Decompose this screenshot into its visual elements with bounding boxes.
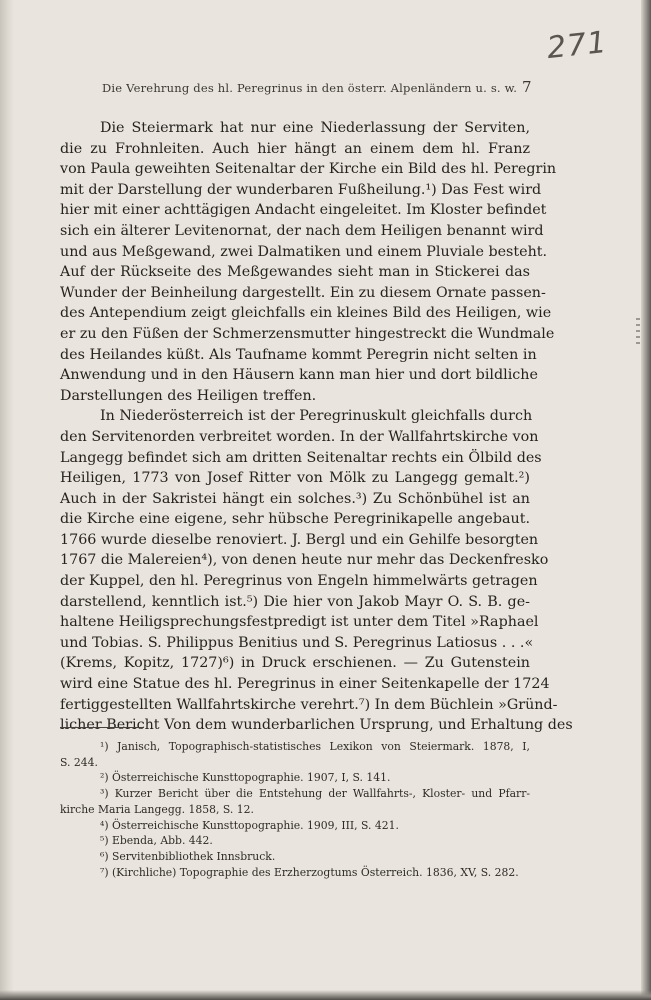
footnote-line: ⁶) Servitenbibliothek Innsbruck. [100,849,276,863]
footnote-line: ²) Österreichische Kunsttopographie. 1907, I, S. 141. [100,771,391,785]
page-number: 7 [522,78,532,96]
body-line: von Paula geweihten Seitenaltar der Kirche ein Bild des hl. Peregrin [60,161,557,178]
body-line: haltene Heiligsprechungsfestpredigt ist unter dem Titel »Raphael [60,614,539,631]
body-line: Langegg befindet sich am dritten Seitenaltar rechts ein Ölbild des [60,449,542,466]
margin-smudge [636,318,640,348]
body-line: In Niederösterreich ist der Peregrinuskult gleichfalls durch [100,408,533,425]
body-line: Heiligen, 1773 von Josef Ritter von Mölk zu Langegg gemalt.²) [60,470,530,487]
footnote-rule [60,727,144,728]
footnote-line: ³) Kurzer Bericht über die Entstehung der Wallfahrts-, Kloster- und Pfarr- [100,787,530,801]
body-line: darstellend, kenntlich ist.⁵) Die hier von Jakob Mayr O. S. B. ge- [60,593,530,610]
body-line: Auch in der Sakristei hängt ein solches.³) Zu Schönbühel ist an [60,490,530,507]
body-line: der Kuppel, den hl. Peregrinus von Engeln himmelwärts getragen [60,573,538,590]
body-line: und Tobias. S. Philippus Benitius und S. Peregrinus Latiosus . . .« [60,634,534,651]
footnotes [60,739,530,880]
footnote-line: ⁴) Österreichische Kunsttopographie. 1909, III, S. 421. [100,818,399,832]
body-line: des Heilandes küßt. Als Taufname kommt Peregrin nicht selten in [60,346,537,363]
body-line: Die Steiermark hat nur eine Niederlassung der Serviten, [100,120,530,136]
body-line: licher Bericht Von dem wunderbarlichen Ursprung, und Erhaltung des [60,717,573,734]
body-line: 1766 wurde dieselbe renoviert. J. Bergl und ein Gehilfe besorgten [60,531,539,548]
running-head: Die Verehrung des hl. Peregrinus in den österr. Alpenländern u. s. w. [102,81,518,95]
page-bottom-edge [0,990,651,1000]
handwritten-page-number: 271 [545,24,609,67]
body-line: Auf der Rückseite des Meßgewandes sieht man in Stickerei das [60,264,530,281]
body-line: fertiggestellten Wallfahrtskirche verehrt.⁷) In dem Büchlein »Gründ- [60,696,558,713]
footnote-line: kirche Maria Langegg. 1858, S. 12. [60,802,254,816]
body-line: mit der Darstellung der wunderbaren Fußheilung.¹) Das Fest wird [60,181,542,198]
body-line: er zu den Füßen der Schmerzensmutter hingestreckt die Wundmale [60,325,555,342]
body-line: Wunder der Beinheilung dargestellt. Ein zu diesem Ornate passen- [60,284,546,301]
body-line: wird eine Statue des hl. Peregrinus in einer Seitenkapelle der 1724 [60,676,550,693]
page-left-edge [0,0,14,1000]
footnote-line: ⁷) (Kirchliche) Topographie des Erzherzogtums Österreich. 1836, XV, S. 282. [100,865,519,879]
body-line: die Kirche eine eigene, sehr hübsche Peregrinikapelle angebaut. [60,511,530,528]
body-line: Anwendung und in den Häusern kann man hier und dort bildliche [60,367,538,384]
body-line: sich ein älterer Levitenornat, der nach dem Heiligen benannt wird [60,222,544,239]
body-line: Darstellungen des Heiligen treffen. [60,387,317,404]
body-line: 1767 die Malereien⁴), von denen heute nur mehr das Deckenfresko [60,552,549,569]
body-line: die zu Frohnleiten. Auch hier hängt an einem dem hl. Franz [60,140,530,157]
footnote-line: ⁵) Ebenda, Abb. 442. [100,834,213,848]
body-line: des Antependium zeigt gleichfalls ein kleines Bild des Heiligen, wie [60,305,552,322]
body-line: den Servitenorden verbreitet worden. In der Wallfahrtskirche von [60,428,539,445]
footnote-line: S. 244. [60,755,98,769]
body-line: und aus Meßgewand, zwei Dalmatiken und einem Pluviale besteht. [60,243,548,260]
body-line: (Krems, Kopitz, 1727)⁶) in Druck erschienen. — Zu Gutenstein [60,655,530,672]
page-right-edge [641,0,651,1000]
footnote-line: ¹) Janisch, Topographisch-statistisches Lexikon von Steiermark. 1878, I, [100,740,530,753]
body-line: hier mit einer achttägigen Andacht eingeleitet. Im Kloster befindet [60,202,547,219]
body-text [60,118,573,736]
